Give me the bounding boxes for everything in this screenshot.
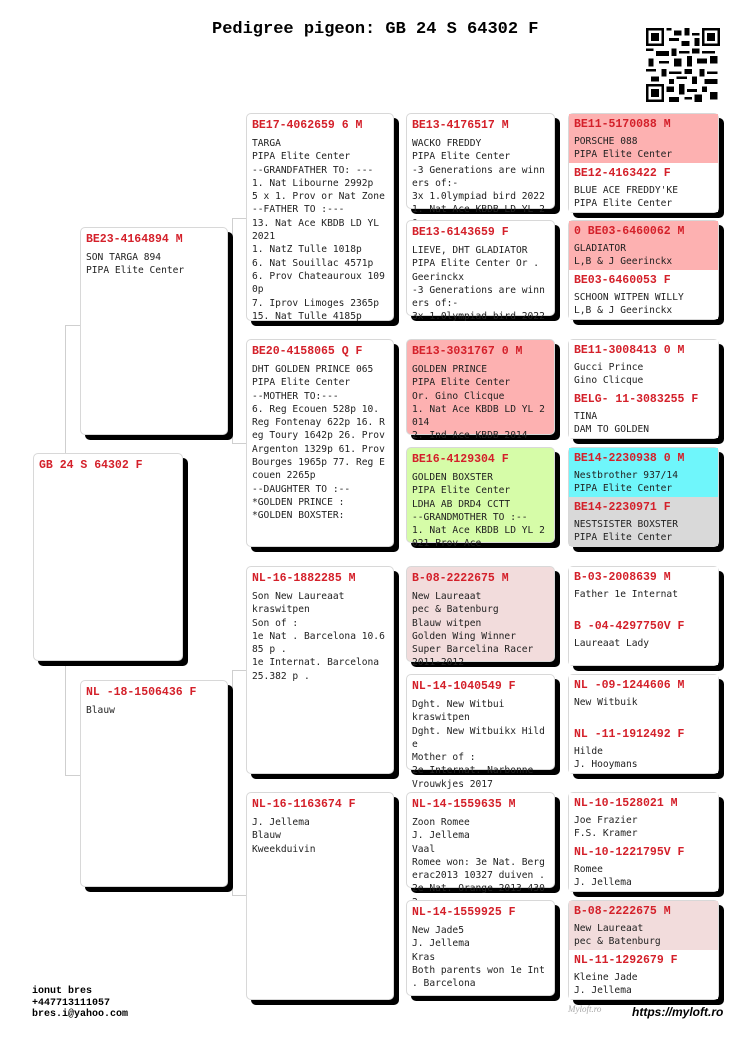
pigeon-card-gen3[interactable] bbox=[406, 447, 555, 550]
ring-number: BE23-4164894 M bbox=[86, 233, 183, 246]
pigeon-details: New Jade5 J. Jellema Kras Both parents won 1e Int . Barcelona bbox=[412, 925, 545, 990]
ring-number: NL -18-1506436 F bbox=[86, 686, 197, 699]
ring-number: B-08-2222675 M bbox=[412, 572, 509, 585]
owner-name: ionut bres bbox=[32, 986, 93, 997]
pigeon-card-gen4-dam[interactable] bbox=[569, 950, 718, 999]
pigeon-details: NESTSISTER BOXSTER PIPA Elite Center bbox=[574, 519, 678, 544]
ring-number: NL -11-1912492 F bbox=[574, 728, 685, 741]
pigeon-pair-card-gen4 bbox=[568, 566, 719, 666]
pigeon-card-grandsire-maternal[interactable] bbox=[246, 566, 394, 774]
connector-line bbox=[232, 895, 246, 896]
pigeon-details: DHT GOLDEN PRINCE 065 PIPA Elite Center --MOTHER TO:--- 6. Reg Ecouen 528p 10. Reg Fontenay 622p 16. Reg Toury 1642p 26. Prov Argenton 1329p 61. Prov Bourges 1965p 77. Reg Ecouen 2265p --DAUGHTER TO :-- *GOLDEN PRINCE : *GOLDEN BOXSTER: bbox=[252, 364, 385, 522]
pigeon-details: BLUE ACE FREDDY'KE PIPA Elite Center bbox=[574, 185, 678, 210]
connector-line bbox=[232, 218, 246, 219]
pigeon-details: GOLDEN BOXSTER PIPA Elite Center LDHA AB DRD4 CCTT --GRANDMOTHER TO :-- 1. Nat Ace KBDB LD YL 2021 Prov Ace bbox=[412, 472, 545, 550]
pigeon-pair-card-gen4 bbox=[568, 339, 719, 439]
connector-line bbox=[65, 775, 80, 776]
ring-number: BE11-5170088 M bbox=[574, 118, 671, 131]
pigeon-pair-card-gen4 bbox=[568, 674, 719, 774]
website-link[interactable]: https://myloft.ro bbox=[632, 1005, 724, 1019]
pigeon-pair-card-gen4 bbox=[568, 113, 719, 213]
pigeon-details: WACKO FREDDY PIPA Elite Center -3 Generations are winners of:- 3x 1.0lympiad bird 2022 1. Nat Ace KBDB LD YL 2 bbox=[412, 138, 545, 216]
ring-number: BE11-3008413 0 M bbox=[574, 344, 685, 357]
signature: Myloft.ro bbox=[568, 1004, 602, 1014]
pigeon-details: Zoon Romee J. Jellema Vaal Romee won: 3e Nat. Bergerac2013 10327 duiven . 2e Nat. Orange 2013 430 bbox=[412, 817, 545, 895]
pigeon-details: GOLDEN PRINCE PIPA Elite Center Or. Gino Clicque 1. Nat Ace KBDB LD YL 2014 2. Ind Ace KBDB 2014 bbox=[412, 364, 545, 442]
ring-number: BE13-3031767 0 M bbox=[412, 345, 523, 358]
pigeon-details: New Witbuik bbox=[574, 697, 638, 708]
pigeon-card-gen4-sire[interactable] bbox=[569, 793, 718, 843]
ring-number: NL-16-1163674 F bbox=[252, 798, 356, 811]
pigeon-details: PORSCHE 088 PIPA Elite Center bbox=[574, 136, 673, 161]
qr-code-icon[interactable] bbox=[646, 28, 720, 102]
pigeon-card-gen3[interactable] bbox=[406, 900, 555, 996]
ring-number: NL-11-1292679 F bbox=[574, 954, 678, 967]
pigeon-card-gen3[interactable] bbox=[406, 792, 555, 895]
pigeon-card-gen3[interactable] bbox=[406, 220, 555, 323]
ring-number: NL-14-1040549 F bbox=[412, 680, 516, 693]
pigeon-card-sire[interactable] bbox=[80, 227, 228, 435]
pigeon-card-gen4-sire[interactable] bbox=[569, 675, 718, 725]
ring-number: B-08-2222675 M bbox=[574, 905, 671, 918]
pigeon-card-gen4-dam[interactable] bbox=[569, 497, 718, 546]
pigeon-details: Nestbrother 937/14 PIPA Elite Center bbox=[574, 470, 678, 495]
ring-number: BE17-4062659 6 M bbox=[252, 119, 363, 132]
pigeon-card-gen3[interactable] bbox=[406, 566, 555, 669]
pigeon-card-gen3[interactable] bbox=[406, 113, 555, 216]
connector-line bbox=[232, 218, 233, 443]
pigeon-details: GLADIATOR L,B & J Geerinckx bbox=[574, 243, 673, 268]
ring-number: NL-16-1882285 M bbox=[252, 572, 356, 585]
ring-number: NL-14-1559925 F bbox=[412, 906, 516, 919]
ring-number: BE20-4158065 Q F bbox=[252, 345, 363, 358]
pigeon-details: Kleine Jade J. Jellema bbox=[574, 972, 638, 997]
ring-number: BE12-4163422 F bbox=[574, 167, 671, 180]
ring-number: BE13-6143659 F bbox=[412, 226, 509, 239]
pigeon-card-grandsire-paternal[interactable] bbox=[246, 113, 394, 321]
connector-line bbox=[232, 443, 246, 444]
pigeon-card-gen3[interactable] bbox=[406, 674, 555, 790]
pigeon-card-gen3[interactable] bbox=[406, 339, 555, 442]
pigeon-details: Dght. New Witbui kraswitpen Dght. New Witbuikx Hilde Mother of : 2e Internat. Narbonne Vrouwkjes 2017 bbox=[412, 699, 545, 790]
ring-number: NL-10-1528021 M bbox=[574, 797, 678, 810]
ring-number: 0 BE03-6460062 M bbox=[574, 225, 685, 238]
pigeon-pair-card-gen4 bbox=[568, 792, 719, 892]
pigeon-card-gen4-sire[interactable] bbox=[569, 567, 718, 617]
pigeon-details: Laureaat Lady bbox=[574, 638, 650, 649]
pigeon-details: LIEVE, DHT GLADIATOR PIPA Elite Center Or . Geerinckx -3 Generations are winners of:- 3x 1.0lympiad bird 2022 bbox=[412, 245, 545, 323]
pigeon-card-dam[interactable] bbox=[80, 680, 228, 887]
owner-contact bbox=[32, 986, 128, 1021]
ring-number: GB 24 S 64302 F bbox=[39, 459, 143, 472]
pigeon-details: Gucci Prince Gino Clicque bbox=[574, 362, 644, 387]
ring-number: BE14-2230971 F bbox=[574, 501, 671, 514]
pigeon-details: SON TARGA 894 PIPA Elite Center bbox=[86, 252, 185, 277]
pigeon-details: New Laureaat pec & Batenburg bbox=[574, 923, 661, 948]
ring-number: BELG- 11-3083255 F bbox=[574, 393, 699, 406]
page-title: Pedigree pigeon: GB 24 S 64302 F bbox=[212, 20, 539, 39]
pigeon-card-gen4-sire[interactable] bbox=[569, 221, 718, 271]
pigeon-details bbox=[34, 474, 182, 477]
pigeon-details: J. Jellema Blauw Kweekduivin bbox=[252, 817, 316, 855]
ring-number: NL -09-1244606 M bbox=[574, 679, 685, 692]
pigeon-details: Romee J. Jellema bbox=[574, 864, 632, 889]
pigeon-card-gen4-dam[interactable] bbox=[569, 724, 718, 773]
pigeon-card-gen4-sire[interactable] bbox=[569, 340, 718, 390]
pigeon-pair-card-gen4 bbox=[568, 447, 719, 547]
pigeon-card-gen4-dam[interactable] bbox=[569, 163, 718, 212]
ring-number: BE16-4129304 F bbox=[412, 453, 509, 466]
ring-number: BE03-6460053 F bbox=[574, 274, 671, 287]
pigeon-card-granddam-maternal[interactable] bbox=[246, 792, 394, 1000]
pigeon-card-gen4-dam[interactable] bbox=[569, 270, 718, 319]
owner-email[interactable]: bres.i@yahoo.com bbox=[32, 1009, 129, 1020]
ring-number: B -04-4297750V F bbox=[574, 620, 685, 633]
ring-number: NL-14-1559635 M bbox=[412, 798, 516, 811]
ring-number: BE13-4176517 M bbox=[412, 119, 509, 132]
pigeon-card-gen4-dam[interactable] bbox=[569, 842, 718, 891]
pigeon-card-gen4-dam[interactable] bbox=[569, 616, 718, 665]
pigeon-card-gen4-sire[interactable] bbox=[569, 901, 718, 951]
pigeon-details: Joe Frazier F.S. Kramer bbox=[574, 815, 638, 840]
connector-line bbox=[232, 670, 233, 895]
pigeon-details: Hilde J. Hooymans bbox=[574, 746, 638, 771]
pigeon-details: Father 1e Internat bbox=[574, 589, 678, 600]
pigeon-pair-card-gen4 bbox=[568, 220, 719, 320]
pigeon-card-gen4-dam[interactable] bbox=[569, 389, 718, 438]
pigeon-details: SCHOON WITPEN WILLY L,B & J Geerinckx bbox=[574, 292, 684, 317]
ring-number: NL-10-1221795V F bbox=[574, 846, 685, 859]
connector-line bbox=[232, 670, 246, 671]
pigeon-details: New Laureaat pec & Batenburg Blauw witpen Golden Wing Winner Super Barcelina Racer 2011-2012 bbox=[412, 591, 534, 669]
pigeon-details: Son New Laureaat kraswitpen Son of : 1e Nat . Barcelona 10.685 p . 1e Internat. Barcelona 25.382 p . bbox=[252, 591, 385, 682]
pigeon-card-subject[interactable] bbox=[33, 453, 183, 661]
pigeon-card-gen4-sire[interactable] bbox=[569, 114, 718, 164]
connector-line bbox=[65, 325, 80, 326]
owner-phone[interactable]: +447713111057 bbox=[32, 997, 111, 1009]
pigeon-card-granddam-paternal[interactable] bbox=[246, 339, 394, 547]
ring-number: B-03-2008639 M bbox=[574, 571, 671, 584]
pigeon-pair-card-gen4 bbox=[568, 900, 719, 1000]
pigeon-card-gen4-sire[interactable] bbox=[569, 448, 718, 498]
pigeon-details: TINA DAM TO GOLDEN bbox=[574, 411, 650, 436]
ring-number: BE14-2230938 0 M bbox=[574, 452, 685, 465]
pigeon-details: TARGA PIPA Elite Center --GRANDFATHER TO: --- 1. Nat Libourne 2992p 5 x 1. Prov or Nat Zone --FATHER TO :--- 13. Nat Ace KBDB LD YL 2021 1. NatZ Tulle 1018p 6. Nat Souillac 4571p 6. Prov Chateauroux 1090p 7. Iprov Limoges 2365p 15. Nat Tulle 4185p bbox=[252, 138, 385, 322]
pigeon-details: Blauw bbox=[86, 705, 115, 716]
